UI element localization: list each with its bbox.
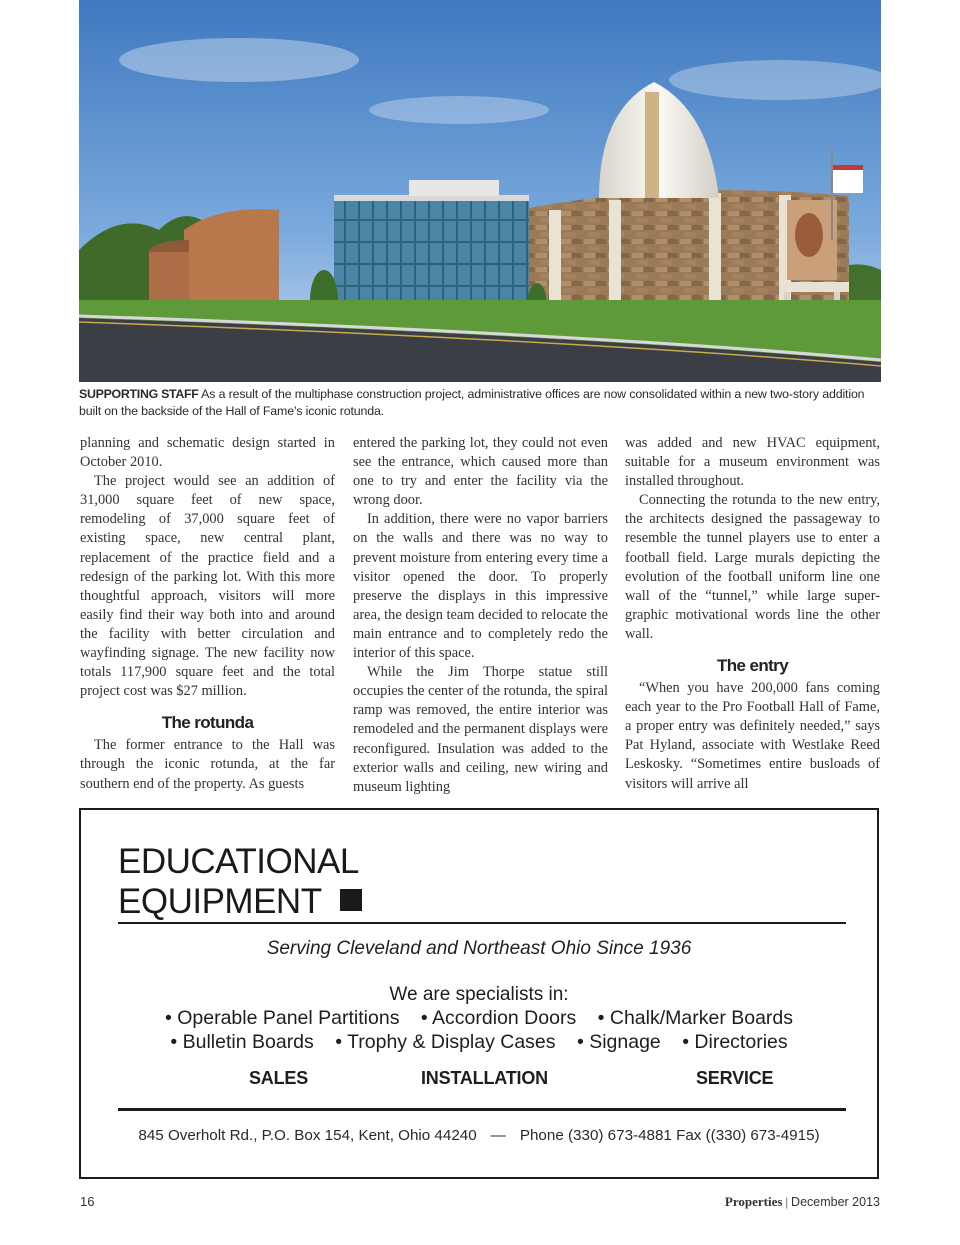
service-sales: SALES (249, 1068, 309, 1088)
publication-name: Properties (724, 1194, 783, 1209)
article-column-1 (80, 434, 335, 798)
divider (118, 922, 846, 924)
paragraph: planning and schematic design started in October 2010. (80, 435, 335, 471)
ad-title-line-1: EDUCATIONAL (118, 842, 359, 881)
caption-text: As a result of the multiphase construction project, administrative offices are now consolidated within a new two-story addition built on the backside of the Hall of Fame’s iconic rotunda. (79, 387, 865, 418)
separator: — (490, 1127, 506, 1144)
ad-tagline: Serving Cleveland and Northeast Ohio Since 1936 (266, 938, 692, 959)
ad-title-line-2: EQUIPMENT (118, 882, 322, 921)
subhead-entry: The entry (716, 656, 789, 676)
issue-date: December 2013 (791, 1195, 880, 1209)
paragraph: The project would see an addition of 31,000 square feet of new space, remodeling of 37,000 square feet of existing space, new central plant, replacement of the practice field and a redesign of the parking lot. With this more thoughtful approach, visitors will more easily find their way both into and around the facility with better circulation and wayfinding signage. The new facility now totals 117,900 square feet and the total project cost was $27 million. (80, 473, 335, 700)
paragraph: “When you have 200,000 fans coming each year to the Pro Football Hall of Fame, a proper entry was definitely needed,” says Pat Hyland, associate with Westlake Reed Leskosky. “Sometimes entire busloads of visitors will arrive all (625, 680, 880, 792)
separator: | (785, 1194, 789, 1209)
paragraph: In addition, there were no vapor barriers on the walls and there was no way to prevent moisture from entering every time a visitor opened the door. To properly preserve the displays in this impressive area, the design team decided to relocate the main entrance and to completely redo the interior of this space. (353, 511, 608, 662)
specialty-item: • Bulletin Boards (170, 1031, 314, 1053)
specialty-item: • Chalk/Marker Boards (597, 1007, 794, 1029)
folio (725, 1194, 880, 1210)
caption-lead: SUPPORTING STAFF (79, 387, 199, 401)
specialties-line-2 (81, 1031, 877, 1054)
divider (118, 1108, 846, 1111)
ad-contact (81, 1127, 877, 1144)
paragraph: Connecting the rotunda to the new entry, the architects designed the passageway to resemble the tunnel players use to enter a football field. Large murals depicting the evolution of the football uniform line one wall of the “tunnel,” while large super-graphic motivational words line the other wall. (625, 492, 880, 642)
specialty-item: • Directories (682, 1031, 788, 1053)
building-photo (79, 0, 881, 382)
ad-address: 845 Overholt Rd., P.O. Box 154, Kent, Ohio 44240 (138, 1127, 477, 1144)
specialists-heading: We are specialists in: (389, 984, 569, 1005)
specialty-item: • Operable Panel Partitions (164, 1007, 400, 1029)
paragraph: The former entrance to the Hall was through the iconic rotunda, at the far southern end of the property. As guests (80, 737, 335, 792)
service-installation: INSTALLATION (421, 1068, 548, 1088)
page-number: 16 (80, 1194, 95, 1209)
advertisement (79, 808, 879, 1179)
square-icon (340, 889, 362, 911)
article-column-2 (353, 434, 608, 798)
ad-company-name (118, 842, 362, 922)
specialty-item: • Accordion Doors (420, 1007, 577, 1029)
paragraph: While the Jim Thorpe statue still occupies the center of the rotunda, the spiral ramp was removed, the entire interior was remodeled and the permanent displays were reconfigured. Insulation was added to the exterior walls and ceiling, new wiring and museum lighting (353, 664, 608, 795)
subhead-rotunda: The rotunda (161, 713, 254, 733)
ad-phone: Phone (330) 673-4881 Fax ((330) 673-4915) (519, 1127, 820, 1144)
photo-caption (79, 386, 885, 420)
specialty-item: • Trophy & Display Cases (335, 1031, 556, 1053)
article-column-3 (625, 434, 880, 798)
specialty-item: • Signage (576, 1031, 661, 1053)
specialties-line-1 (81, 1007, 877, 1030)
service-service: SERVICE (696, 1068, 774, 1088)
paragraph: entered the parking lot, they could not even see the entrance, which caused more than one to try and enter the facility via the wrong door. (353, 435, 608, 509)
paragraph: was added and new HVAC equipment, suitable for a museum environment was installed throughout. (625, 435, 880, 490)
